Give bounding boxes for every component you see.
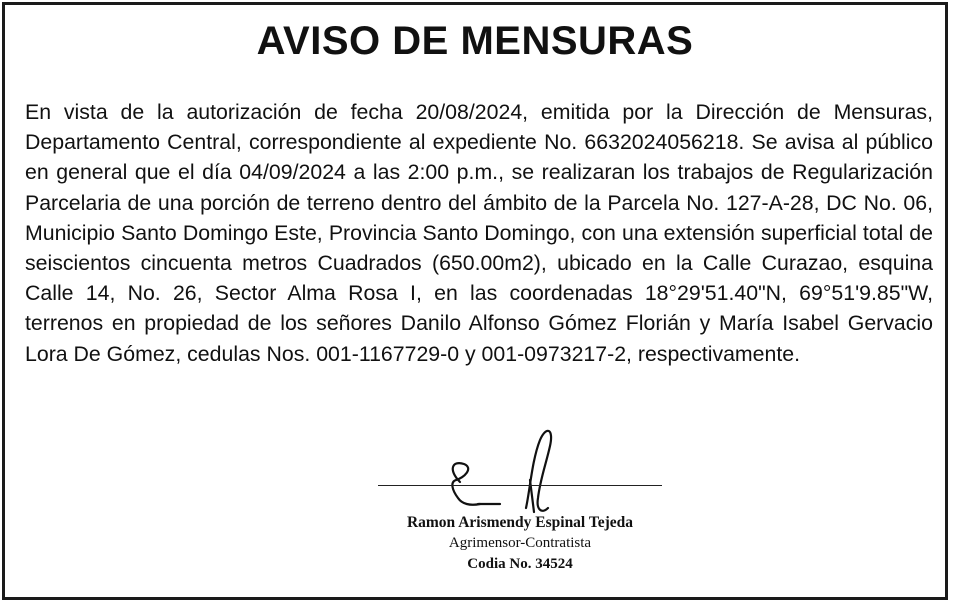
notice-body: En vista de la autorización de fecha 20/08/2024, emitida por la Dirección de Mensuras, Departamento Central, correspondiente al expediente No. 6632024056218. Se avisa al público en general que el día 04/09/2024 a las 2:00 p.m., se realizaran los trabajos de Regularización Parcelaria de una porción de terreno dentro del ámbito de la Parcela No. 127-A-28, DC No. 06, Municipio Santo Domingo Este, Provincia Santo Domingo, con una extensión superficial total de seiscientos cincuenta metros Cuadrados (650.00m2), ubicado en la Calle Curazao, esquina Calle 14, No. 26, Sector Alma Rosa I, en las coordenadas 18°29'51.40"N, 69°51'9.85"W, terrenos en propiedad de los señores Danilo Alfonso Gómez Florián y María Isabel Gervacio Lora De Gómez, cedulas Nos. 001-1167729-0 y 001-0973217-2, respectivamente. [25, 100, 933, 366]
signature-block [360, 512, 680, 575]
signer-role: Agrimensor-Contratista [448, 535, 592, 551]
signer-codia: Codia No. 34524 [467, 556, 573, 572]
notice-title: AVISO DE MENSURAS [256, 19, 694, 63]
signature-line [378, 485, 662, 486]
signer-name: Ramon Arismendy Espinal Tejeda [406, 514, 634, 531]
handwritten-signature [430, 420, 680, 520]
